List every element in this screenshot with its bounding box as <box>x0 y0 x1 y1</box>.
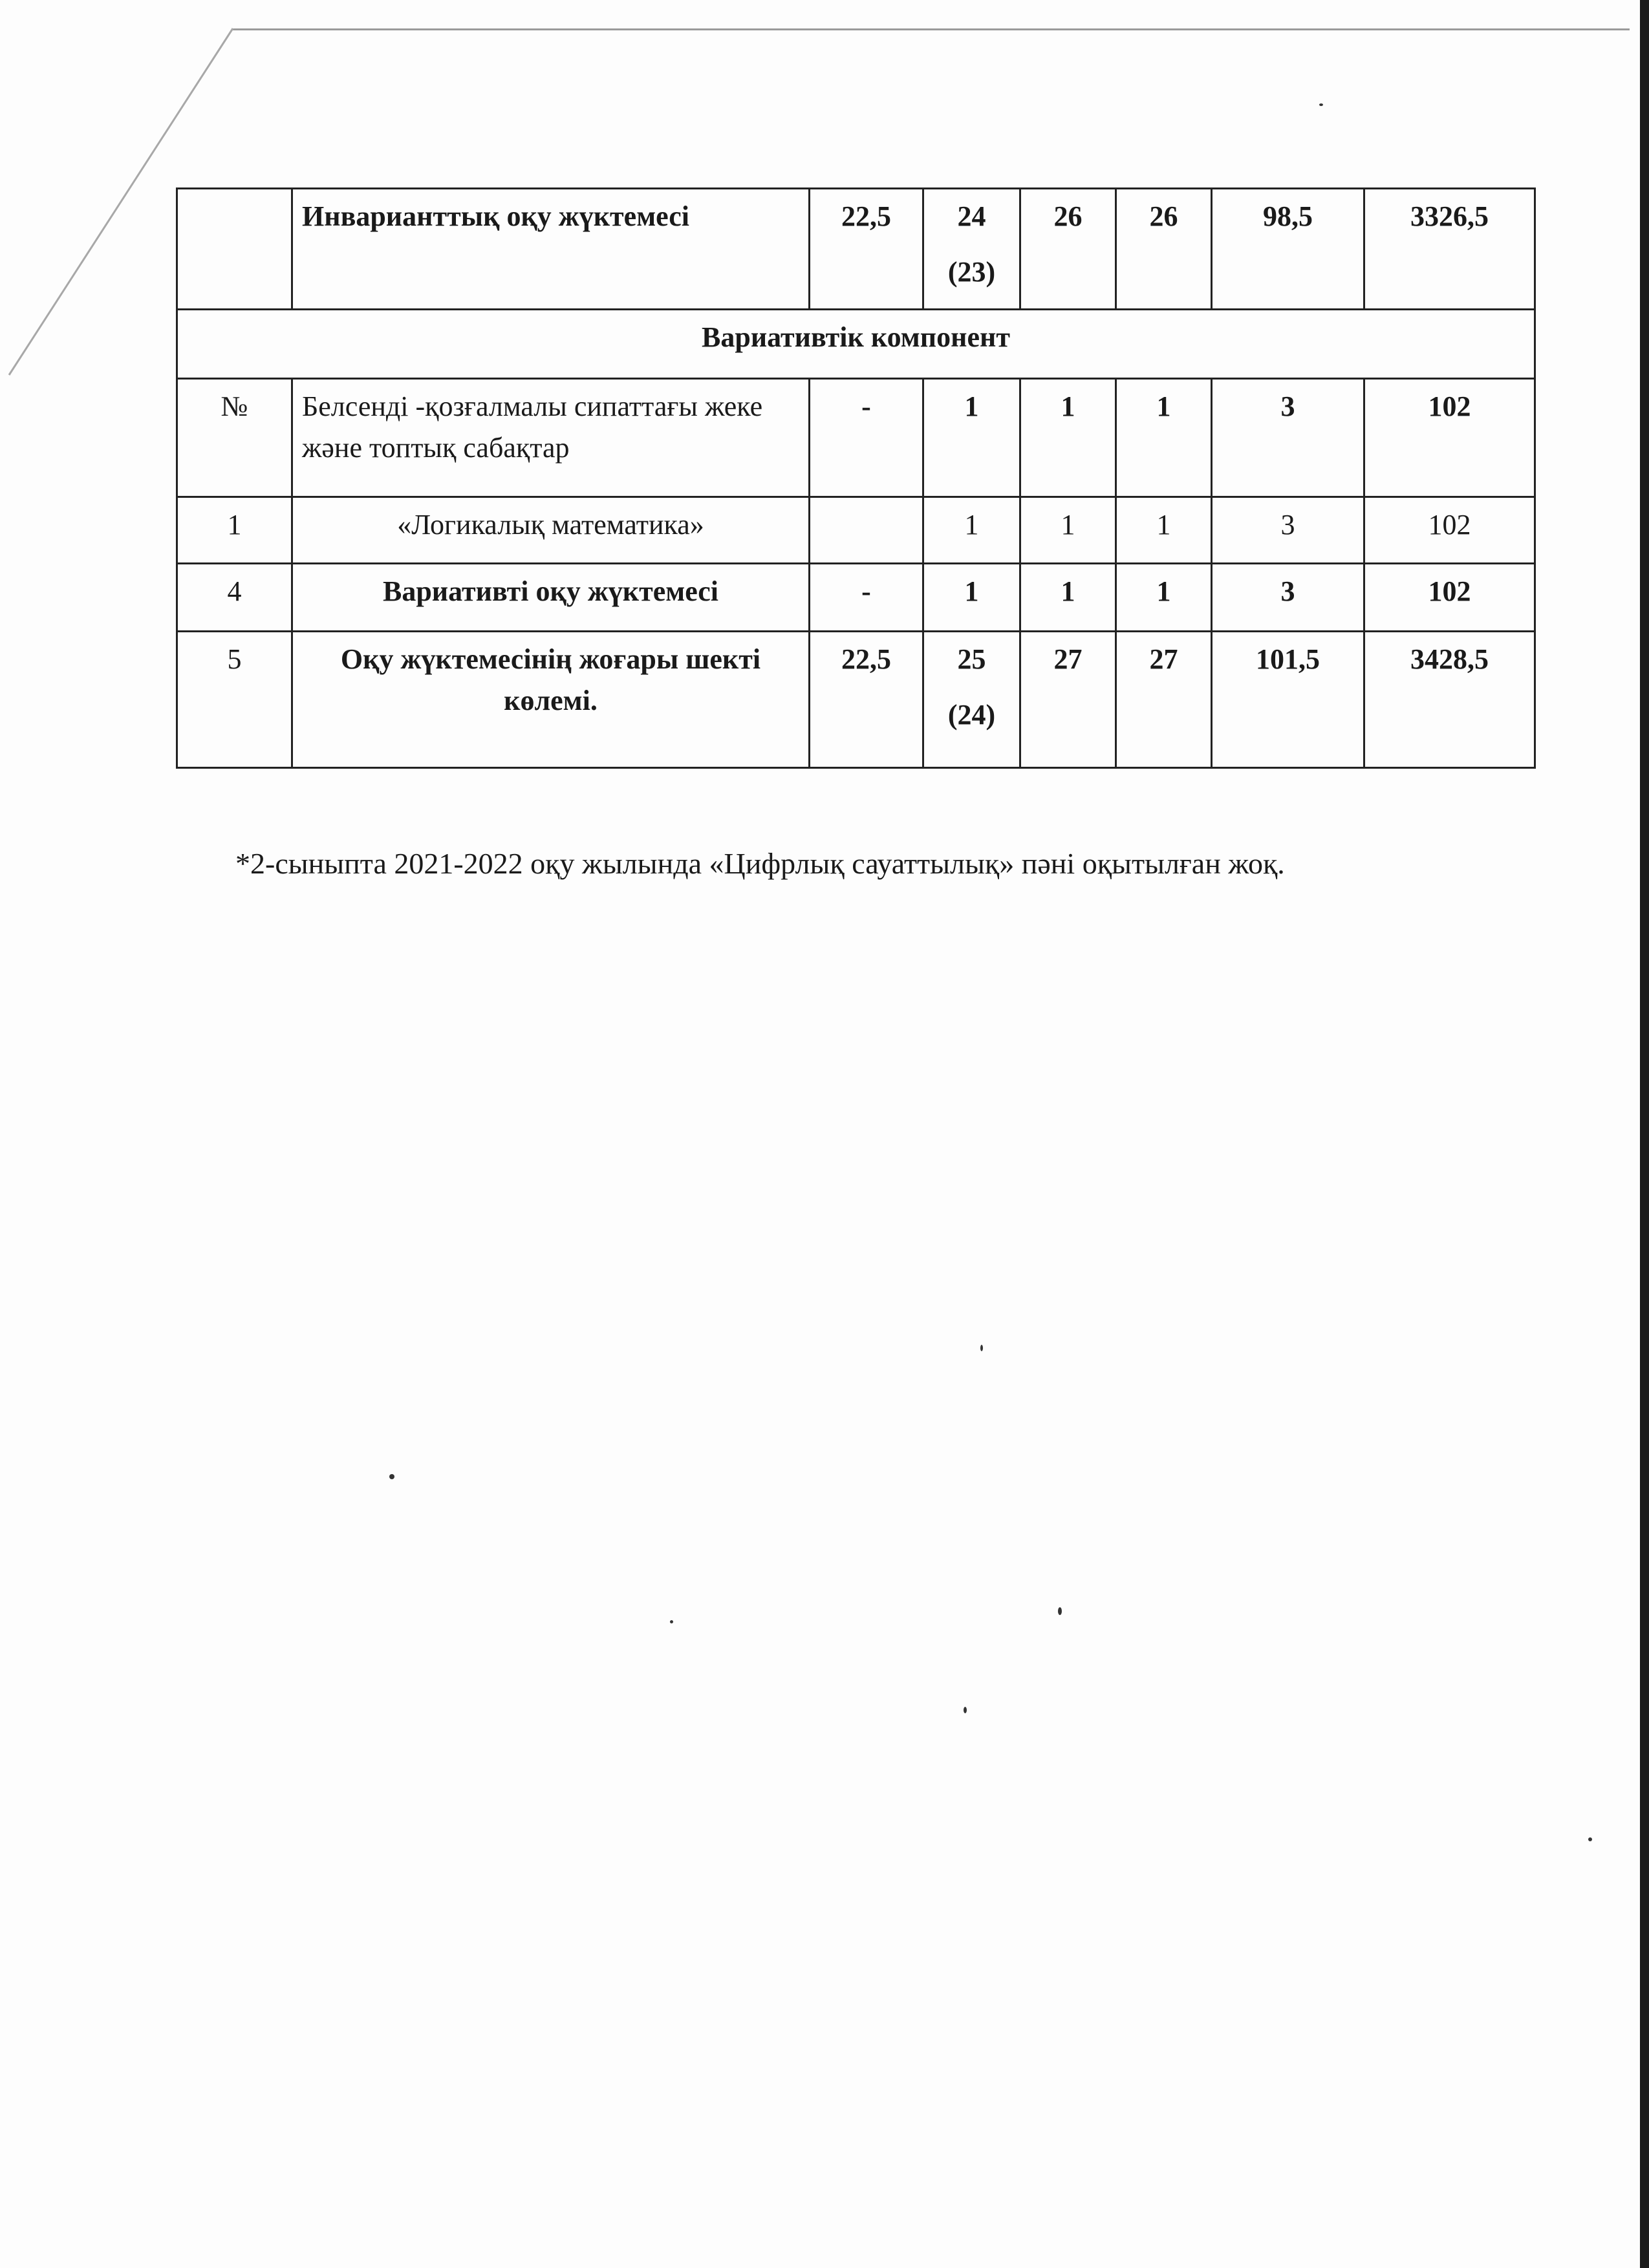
table-row-variative-load <box>177 564 1535 632</box>
cell-value <box>810 497 923 564</box>
cell-num: № <box>177 379 292 497</box>
cell-value: 101,5 <box>1212 632 1364 768</box>
section-header: Вариативтік компонент <box>177 310 1535 379</box>
cell-value: - <box>810 564 923 632</box>
cell-main-value: 24 <box>957 200 986 232</box>
scan-speck <box>1058 1607 1062 1615</box>
cell-label: Вариативті оқу жүктемесі <box>292 564 810 632</box>
cell-num: 5 <box>177 632 292 768</box>
cell-value: 3 <box>1212 564 1364 632</box>
cell-value: 102 <box>1364 497 1535 564</box>
cell-value-with-sub <box>923 189 1020 310</box>
scan-speck <box>1588 1837 1592 1841</box>
cell-value: 1 <box>1116 564 1212 632</box>
cell-value: 27 <box>1020 632 1116 768</box>
cell-value-with-sub <box>923 632 1020 768</box>
scan-speck <box>1319 103 1323 106</box>
cell-value: 3 <box>1212 497 1364 564</box>
cell-main-value: 25 <box>957 643 986 675</box>
table-row-logic-math <box>177 497 1535 564</box>
cell-value: 102 <box>1364 564 1535 632</box>
scan-speck <box>980 1345 983 1351</box>
table-row-active-classes <box>177 379 1535 497</box>
scan-speck <box>389 1474 394 1479</box>
table-row-max-load <box>177 632 1535 768</box>
cell-sub-value: (23) <box>947 256 996 288</box>
cell-value: 3326,5 <box>1364 189 1535 310</box>
cell-value: 26 <box>1020 189 1116 310</box>
scan-speck <box>964 1707 967 1713</box>
cell-label: Инварианттық оқу жүктемесі <box>292 189 810 310</box>
cell-value: 102 <box>1364 379 1535 497</box>
cell-value: 1 <box>1020 497 1116 564</box>
cell-value: 22,5 <box>810 632 923 768</box>
cell-value: - <box>810 379 923 497</box>
scan-edge-right <box>1640 0 1649 2268</box>
curriculum-load-table <box>176 187 1536 769</box>
cell-label: Оқу жүктемесінің жоғары шекті көлемі. <box>292 632 810 768</box>
cell-value: 27 <box>1116 632 1212 768</box>
scan-edge-top <box>233 28 1630 30</box>
cell-value: 22,5 <box>810 189 923 310</box>
cell-value: 1 <box>923 497 1020 564</box>
cell-label: «Логикалық математика» <box>292 497 810 564</box>
cell-value: 1 <box>1020 379 1116 497</box>
table-row-variative-header <box>177 310 1535 379</box>
cell-value: 1 <box>1020 564 1116 632</box>
cell-value: 98,5 <box>1212 189 1364 310</box>
cell-num: 4 <box>177 564 292 632</box>
cell-num <box>177 189 292 310</box>
table-row-invariant-load <box>177 189 1535 310</box>
cell-value: 1 <box>1116 379 1212 497</box>
cell-sub-value: (24) <box>947 699 996 731</box>
cell-value: 3 <box>1212 379 1364 497</box>
cell-value: 1 <box>923 564 1020 632</box>
scan-speck <box>670 1620 673 1623</box>
cell-value: 1 <box>1116 497 1212 564</box>
cell-label: Белсенді -қозғалмалы сипаттағы жеке және топтық сабақтар <box>292 379 810 497</box>
cell-num: 1 <box>177 497 292 564</box>
footnote: *2-сыныпта 2021-2022 оқу жылында «Цифрлық сауаттылық» пәні оқытылған жоқ. <box>235 847 1285 880</box>
cell-value: 3428,5 <box>1364 632 1535 768</box>
cell-value: 1 <box>923 379 1020 497</box>
cell-value: 26 <box>1116 189 1212 310</box>
